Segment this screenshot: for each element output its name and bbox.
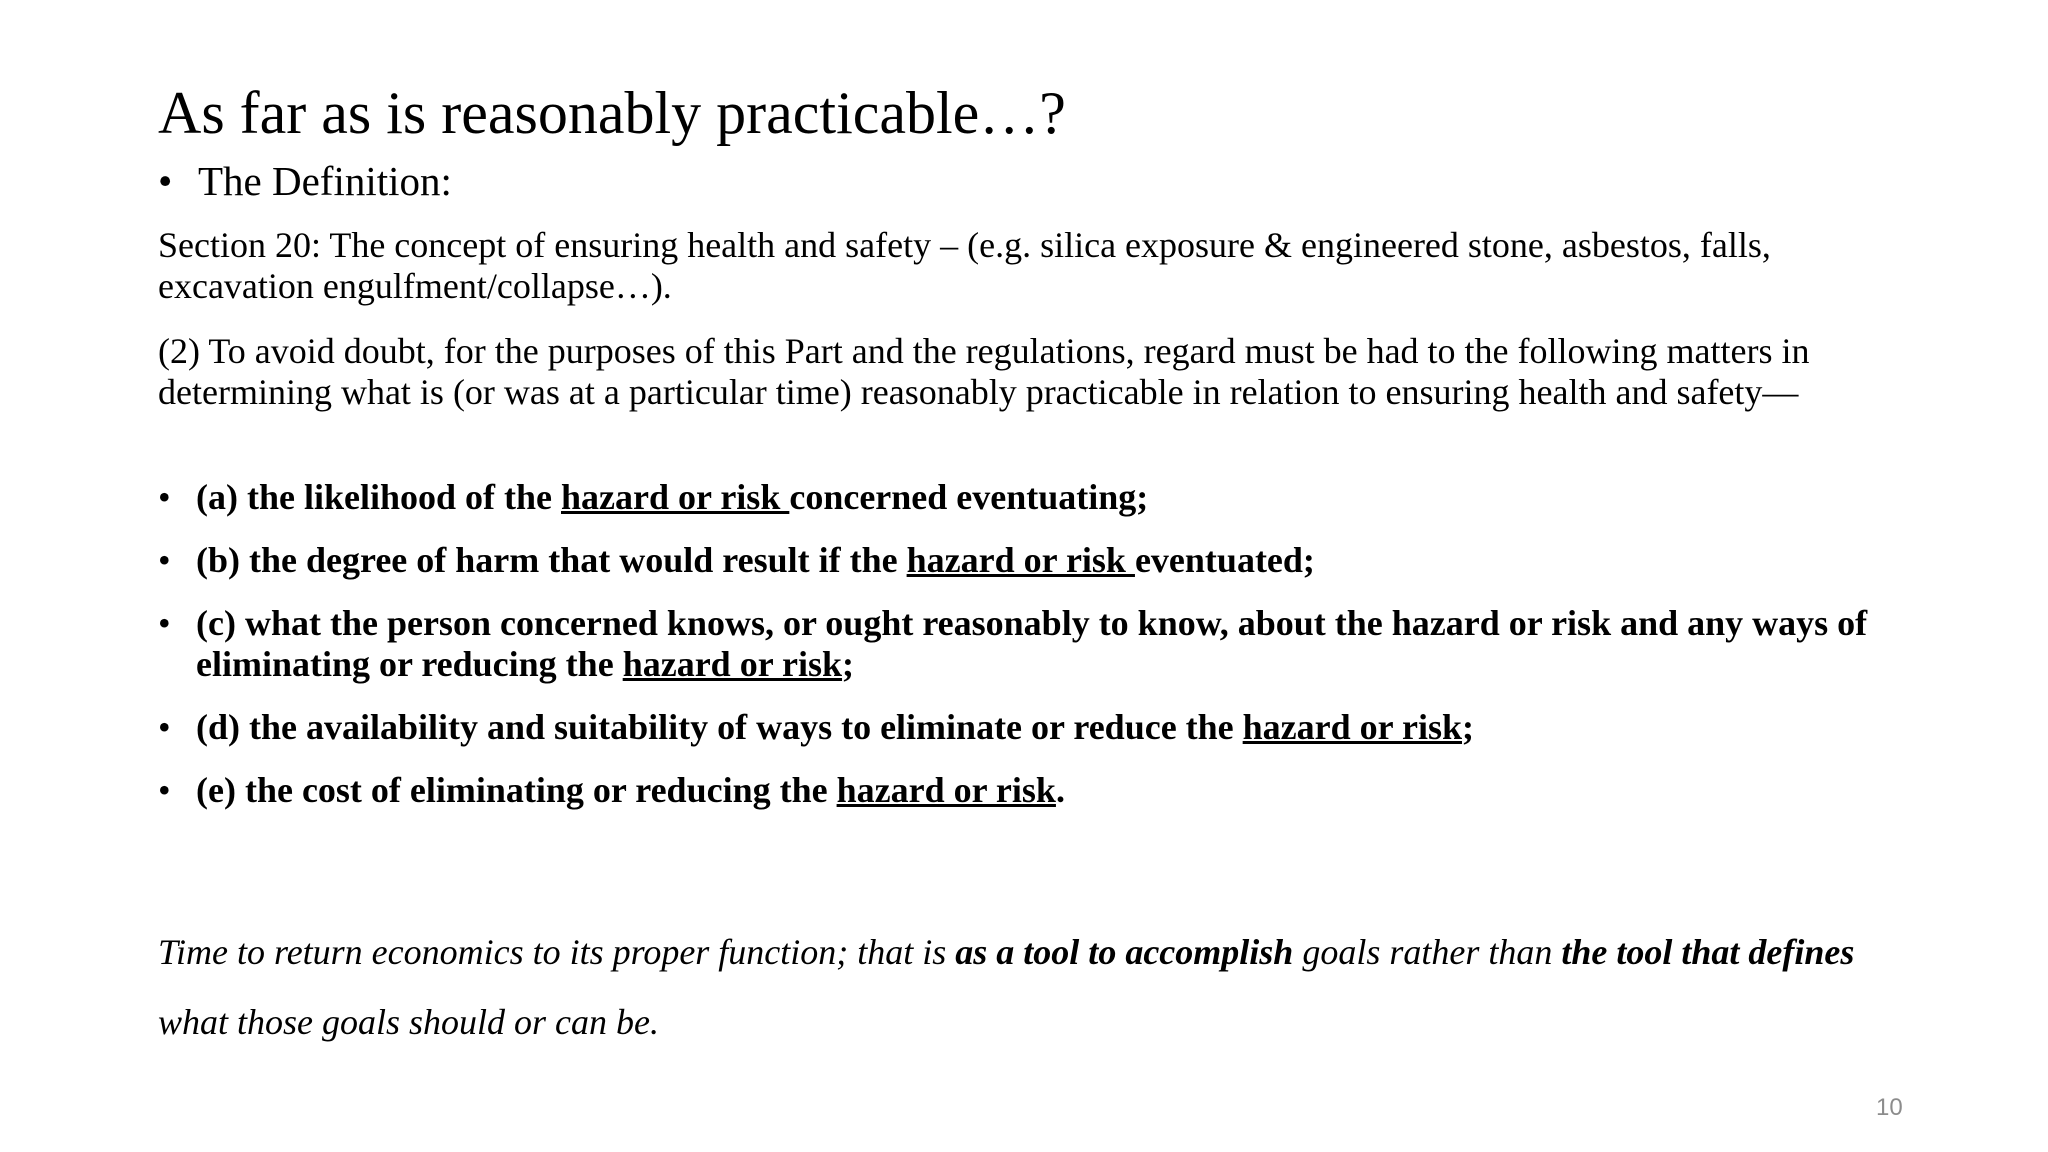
matter-text: (a) the likelihood of the <box>196 477 561 517</box>
matter-text: (b) the degree of harm that would result if the <box>196 540 907 580</box>
avoid-doubt-paragraph: (2) To avoid doubt, for the purposes of this Part and the regulations, regard must be had to the following matters in determining what is (or was at a particular time) reasonably practicable in relation to ensuring health and safety— <box>158 331 1810 412</box>
list-item <box>158 770 1918 811</box>
list-item <box>158 540 1918 581</box>
list-item <box>158 603 1918 685</box>
matter-text: (c) what the person concerned knows, or ought reasonably to know, about the hazard or risk and any ways of eliminating or reducing the <box>196 603 1868 684</box>
matter-term: hazard or risk <box>622 644 843 684</box>
matter-term: hazard or risk <box>561 477 790 517</box>
list-item <box>158 477 1918 518</box>
bullet-icon: • <box>158 158 173 204</box>
quote-text: goals rather than <box>1293 932 1562 972</box>
bullet-icon: • <box>158 477 171 517</box>
quote-text: what those goals should or can be. <box>158 1002 659 1042</box>
matters-list <box>158 477 1918 833</box>
matter-term: hazard or risk <box>1242 707 1462 747</box>
economics-quote <box>158 917 1918 1057</box>
matter-term: hazard or risk <box>836 770 1056 810</box>
page-number: 10 <box>1876 1094 1903 1121</box>
bullet-icon: • <box>158 603 171 643</box>
definition-label: The Definition: <box>198 158 452 204</box>
quote-emphasis: as a tool to accomplish <box>955 932 1294 972</box>
definition-bullet <box>158 156 452 206</box>
bullet-icon: • <box>158 707 171 747</box>
slide-title: As far as is reasonably practicable…? <box>158 80 1066 146</box>
matter-term: hazard or risk <box>906 540 1135 580</box>
section-20-paragraph: Section 20: The concept of ensuring health and safety – (e.g. silica exposure & engineered stone, asbestos, falls, excavation engulfment/collapse…). <box>158 225 1771 306</box>
list-item <box>158 707 1918 748</box>
bullet-icon: • <box>158 770 171 810</box>
matter-text-end: . <box>1055 770 1065 810</box>
bullet-icon: • <box>158 540 171 580</box>
matter-text-end: eventuated; <box>1134 540 1315 580</box>
matter-text-end: ; <box>842 644 855 684</box>
matter-text-end: concerned eventuating; <box>789 477 1149 517</box>
quote-emphasis: the tool that defines <box>1561 932 1855 972</box>
quote-text: Time to return economics to its proper function; that is <box>158 932 956 972</box>
matter-text-end: ; <box>1462 707 1474 747</box>
matter-text: (d) the availability and suitability of ways to eliminate or reduce the <box>196 707 1243 747</box>
matter-text: (e) the cost of eliminating or reducing the <box>196 770 837 810</box>
